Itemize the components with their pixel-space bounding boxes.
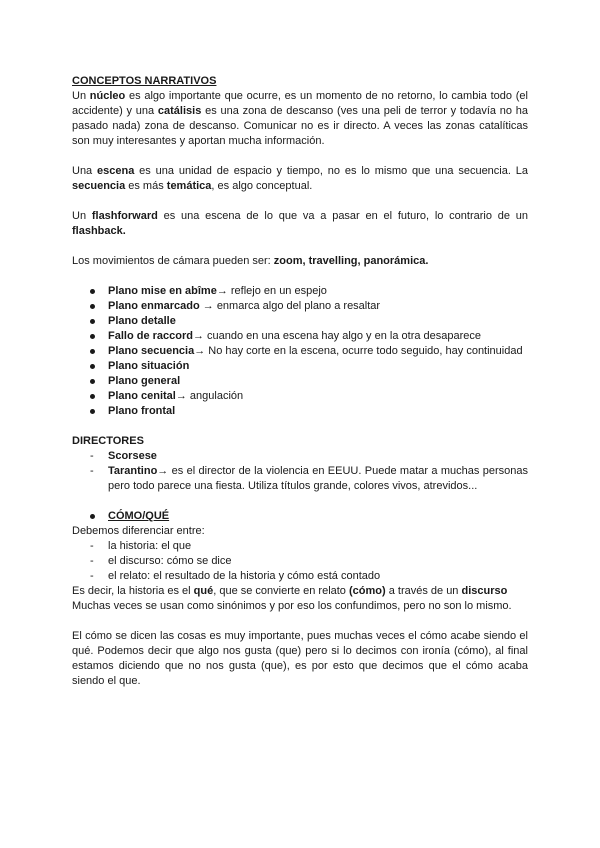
term-secuencia: secuencia <box>72 180 126 192</box>
term-discurso: discurso <box>461 585 508 597</box>
text: es una unidad de espacio y tiempo, no es lo mismo que una secuencia. La <box>134 165 528 177</box>
director-name: Tarantino <box>108 465 158 477</box>
plano-name: Plano secuencia <box>108 345 195 357</box>
text: , que se convierte en relato <box>213 585 349 597</box>
term-flashforward: flashforward <box>91 210 158 222</box>
plano-name: Fallo de raccord <box>108 330 193 342</box>
list-item <box>72 329 528 344</box>
list-item <box>72 344 528 359</box>
plano-name: Plano detalle <box>108 315 176 327</box>
plano-name: Plano mise en abîme <box>108 285 217 297</box>
section-title-directores: DIRECTORES <box>72 435 144 447</box>
document-body <box>72 74 528 689</box>
term-movimientos: zoom, travelling, panorámica. <box>273 255 429 267</box>
plano-name: Plano enmarcado <box>108 300 200 312</box>
text: Un <box>72 90 90 102</box>
section-title-conceptos: CONCEPTOS NARRATIVOS <box>72 75 217 87</box>
directors-list <box>72 449 528 494</box>
plano-name: Plano cenital <box>108 390 176 402</box>
diferenciar-list <box>72 539 528 584</box>
text: Una <box>72 165 98 177</box>
list-item <box>72 404 528 419</box>
planos-list <box>72 284 528 419</box>
text: es más <box>125 180 167 192</box>
paragraph-movimientos <box>72 254 528 269</box>
text: Los movimientos de cámara pueden ser: <box>72 255 274 267</box>
plano-desc: → No hay corte en la escena, ocurre todo seguido, hay continuidad <box>194 345 523 357</box>
list-item <box>72 359 528 374</box>
list-item <box>72 284 528 299</box>
term-que: qué <box>193 585 214 597</box>
list-item <box>72 464 528 494</box>
term-tematica: temática <box>166 180 212 192</box>
plano-desc: → enmarca algo del plano a resaltar <box>199 300 381 312</box>
paragraph-es-decir <box>72 584 528 599</box>
term-catalisis: catálisis <box>157 105 202 117</box>
director-desc: → es el director de la violencia en EEUU. Puede matar a muchas personas pero todo parece una fiesta. Utiliza títulos grande, colores vivos, atrevidos... <box>108 465 528 492</box>
list-item <box>72 314 528 329</box>
section-title-como-que <box>72 509 528 524</box>
paragraph-nucleo <box>72 89 528 149</box>
plano-name: Plano situación <box>108 360 190 372</box>
text: Un <box>72 210 92 222</box>
list-item <box>72 299 528 314</box>
paragraph-sinonimos: Muchas veces se usan como sinónimos y por eso los confundimos, pero no son lo mismo. <box>72 600 512 612</box>
paragraph-como-se-dicen: El cómo se dicen las cosas es muy importante, pues muchas veces el cómo acabe siendo el qué. Podemos decir que algo nos gusta (que) pero si lo decimos con ironía (cómo), al final estamos diciendo que no nos gusta (que), es por esto que decimos que el cómo acaba siendo el que. <box>72 630 528 687</box>
plano-desc: → reflejo en un espejo <box>216 285 327 297</box>
term-flashback: flashback. <box>72 225 126 237</box>
plano-name: Plano frontal <box>108 405 176 417</box>
text: es una escena de lo que va a pasar en el futuro, lo contrario de un <box>157 210 528 222</box>
term-nucleo: núcleo <box>89 90 126 102</box>
paragraph-escena <box>72 164 528 194</box>
text: , es algo conceptual. <box>211 180 313 192</box>
text: Es decir, la historia es el <box>72 585 194 597</box>
list-item: - la historia: el que <box>72 539 528 554</box>
list-item <box>72 389 528 404</box>
plano-desc: → cuando en una escena hay algo y en la otra desaparece <box>192 330 482 342</box>
director-name: Scorsese <box>108 450 157 462</box>
paragraph-diferenciar: Debemos diferenciar entre: <box>72 525 205 537</box>
term-como: (cómo) <box>348 585 386 597</box>
text: a través de un <box>385 585 462 597</box>
plano-desc: → angulación <box>175 390 244 402</box>
text: es una zona de descanso (ves una peli de terror y todavía no ha pasado nada) zona de descanso. Comunicar no es ir directo. A veces las zonas catalíticas son muy interesantes y aportan mucha información. <box>72 105 528 147</box>
text: es algo importante que ocurre, es un momento de no retorno, lo cambia todo (el accidente) y una <box>72 90 528 117</box>
list-item: - el relato: el resultado de la historia y cómo está contado <box>72 569 528 584</box>
list-item: - el discurso: cómo se dice <box>72 554 528 569</box>
term-escena: escena <box>97 165 135 177</box>
plano-name: Plano general <box>108 375 181 387</box>
paragraph-flashforward <box>72 209 528 239</box>
list-item <box>72 374 528 389</box>
list-item <box>72 449 528 464</box>
section-title-text: CÓMO/QUÉ <box>108 510 170 522</box>
